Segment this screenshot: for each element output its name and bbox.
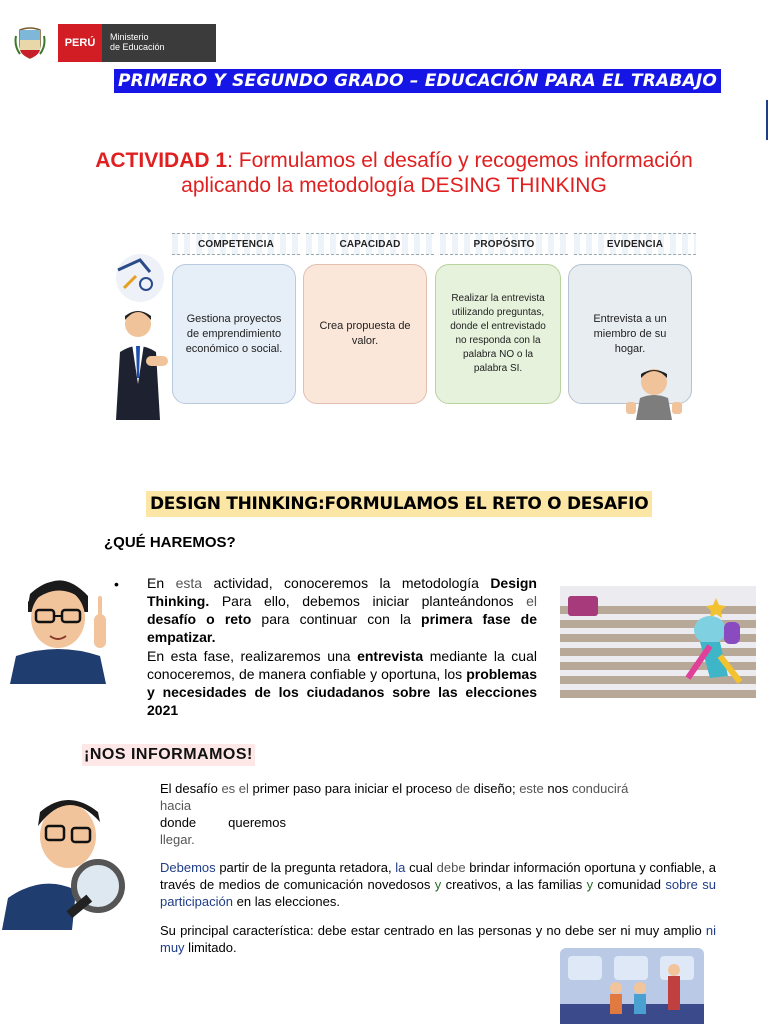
stairs-climber-illustration bbox=[560, 586, 756, 698]
card-capacidad: Crea propuesta de valor. bbox=[303, 264, 427, 404]
train-passengers-illustration bbox=[560, 948, 704, 1024]
thumbs-up-boy-illustration bbox=[624, 364, 684, 420]
competency-panel bbox=[110, 230, 700, 420]
header-evidencia: EVIDENCIA bbox=[574, 233, 696, 255]
caracteristica-paragraph: Su principal característica: debe estar centrado en las personas y no debe ser ni muy amplio ni muy limitado. bbox=[160, 923, 716, 955]
activity-title bbox=[84, 148, 704, 198]
magnifier-man-illustration bbox=[2, 790, 132, 930]
grade-banner: PRIMERO Y SEGUNDO GRADO – EDUCACIÓN PARA EL TRABAJO bbox=[114, 69, 721, 93]
header-competencia: COMPETENCIA bbox=[172, 233, 300, 255]
tools-icon bbox=[110, 248, 170, 308]
peru-label: PERÚ bbox=[58, 24, 102, 62]
card-competencia: Gestiona proyectos de emprendimiento económico o social. bbox=[172, 264, 296, 404]
coat-of-arms-icon bbox=[14, 26, 46, 60]
desafio-donde: donde queremos bbox=[160, 815, 286, 830]
desafio-hacia: hacia bbox=[160, 798, 192, 813]
header-proposito: PROPÓSITO bbox=[440, 233, 568, 255]
intro-paragraph: En esta actividad, conoceremos la metodología Design Thinking. Para ello, debemos iniciar planteándonos el desafío o reto para continuar con la primera fase de empatizar. bbox=[147, 575, 538, 645]
card-proposito: Realizar la entrevista utilizando preguntas, donde el entrevistado no responda con la palabra NO o la palabra SI. bbox=[435, 264, 561, 404]
minedu-logo bbox=[14, 24, 204, 62]
pregunta-paragraph: Debemos partir de la pregunta retadora, la cual debe brindar información oportuna y confiable, a través de medios de comunicación novedosos y creativos, a las familias y comunidad sobre su participación en las elecciones. bbox=[160, 860, 716, 909]
teacher-pointing-illustration bbox=[6, 566, 118, 684]
card-evidencia: Entrevista a un miembro de su hogar. bbox=[568, 264, 692, 404]
ministry-label: Ministerio de Educación bbox=[102, 24, 216, 62]
nos-informamos-title: ¡NOS INFORMAMOS! bbox=[82, 744, 255, 766]
desafio-paragraph: El desafío es el primer paso para iniciar el proceso de diseño; este nos conducirá bbox=[160, 781, 629, 796]
businessman-illustration bbox=[106, 304, 170, 420]
header-capacidad: CAPACIDAD bbox=[306, 233, 434, 255]
desafio-llegar: llegar. bbox=[160, 832, 195, 847]
design-thinking-title: DESIGN THINKING:FORMULAMOS EL RETO O DESAFIO bbox=[146, 491, 652, 517]
fase-paragraph: En esta fase, realizaremos una entrevista mediante la cual conoceremos, de manera confiable y oportuna, los problemas y necesidades de los ciudadanos sobre las elecciones 2021 bbox=[147, 648, 538, 718]
activity-label: ACTIVIDAD 1 bbox=[95, 149, 228, 172]
bullet-marker: • bbox=[114, 576, 119, 592]
activity-text: : Formulamos el desafío y recogemos información aplicando la metodología DESING THINKING bbox=[181, 149, 693, 197]
que-haremos-title: ¿QUÉ HAREMOS? bbox=[104, 534, 236, 551]
